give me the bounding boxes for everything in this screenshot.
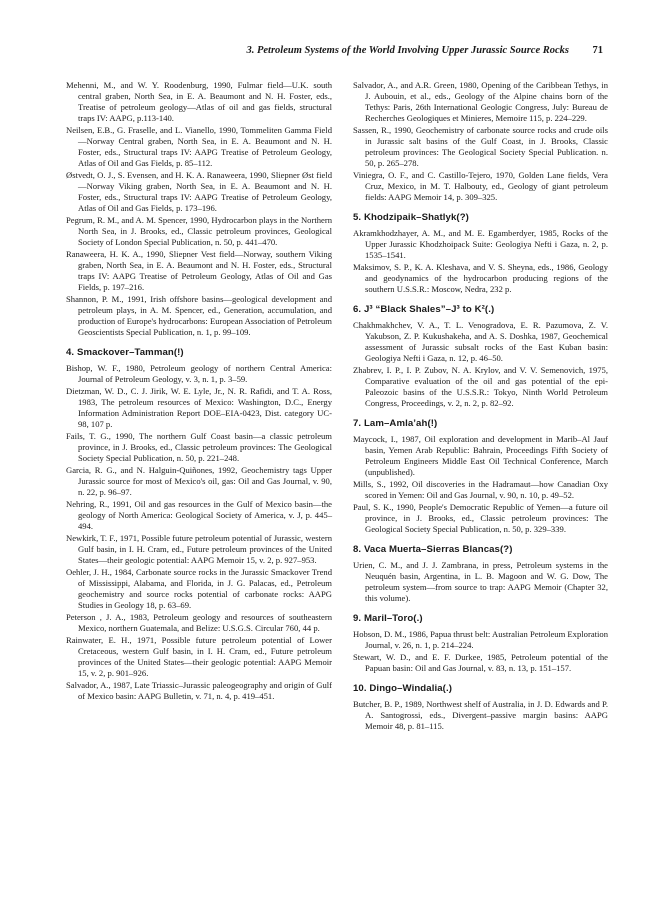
reference: Chakhmakhchev, V. A., T. L. Venogradova, E. R. Pazumova, Z. V. Yakubson, Z. P. Kukushakeha, and A. S. Doshka, 1987, Geochemical assessment of Jurassic subsalt rocks of the East Kuban basin: Geologiya Nefti i Gaza, n. 12, p. 46–50. xyxy=(353,320,608,363)
section-heading: 8. Vaca Muerta–Sierras Blancas(?) xyxy=(353,544,513,555)
reference: Paul, S. K., 1990, People's Democratic Republic of Yemen—a future oil province, in J. Brooks, ed., Classic petroleum provinces: The Geological Society Special Publication, n. 50, p. 329–339. xyxy=(353,502,608,534)
reference: Maksimov, S. P., K. A. Kleshava, and V. S. Sheyna, eds., 1986, Geology and geodynamics of the hydrocarbon producing regions of the southern U.S.S.R.: Moscow, Nedra, 232 p. xyxy=(353,262,608,294)
section-heading: 7. Lam–Amla’ah(!) xyxy=(353,418,438,429)
page-header xyxy=(66,45,603,61)
reference: Neilsen, E.B., G. Fraselle, and L. Vianello, 1990, Tommeliten Gamma Field—Norway Central graben, North Sea, in E. A. Beaumont and N. H. Foster, eds., Structural traps IV: AAPG Treatise of Petroleum Geology, Atlas of Oil and Gas Fields, p. 85–112. xyxy=(66,125,332,168)
reference: Ranaweera, H. K. A., 1990, Sliepner Vest field—Norway, southern Viking graben, North Sea, in E. A. Beaumont and N. H. Foster, eds., Structural traps IV: AAPG Treatise of Petroleum Geology, Atlas of Oil and Gas Fields, p. 197–216. xyxy=(66,249,332,292)
reference: Dietzman, W. D., C. J. Jirik, W. E. Lyle, Jr., N. R. Rafidi, and T. A. Ross, 1983, The petroleum resources of Mexico: Washington, D.C., Energy Information Administration Report DOE–EIA-0423, Dist. category UC-98, 107 p. xyxy=(66,386,332,429)
reference: Garcia, R. G., and N. Halguin-Quiñones, 1992, Geochemistry tags Upper Jurassic source for most of Mexico's oil, gas: Oil and Gas Journal, v. 90, n. 22, p. 96–97. xyxy=(66,465,332,497)
reference: Pegrum, R. M., and A. M. Spencer, 1990, Hydrocarbon plays in the Northern North Sea, in J. Brooks, ed., Classic petroleum provinces, Geological Society of London Special Publication, n. 50, p. 441–470. xyxy=(66,215,332,247)
right-column xyxy=(353,80,608,733)
section-heading: 6. J³ “Black Shales”–J³ to K²(.) xyxy=(353,304,495,315)
reference: Zhabrev, I. P., I. P. Zubov, N. A. Krylov, and V. V. Semenovich, 1975, Comparative evaluation of the oil and gas potential of the epi-Paleozoic basins of the U.S.S.R.: Tokyo, Ninth World Petroleum Congress, Proceedings, v. 2, n. 2, p. 82–92. xyxy=(353,365,608,408)
reference: Shannon, P. M., 1991, Irish offshore basins—geological development and petroleum plays, in A. M. Spencer, ed., Generation, accumulation, and production of Europe's hydrocarbons: European Association of Petroleum Geoscientists Special Publication, n. 1, p. 99–109. xyxy=(66,294,332,337)
reference: Fails, T. G., 1990, The northern Gulf Coast basin—a classic petroleum province, in J. Brooks, ed., Classic petroleum provinces: The Geological Society Special Publication, n. 50, p. 221–248. xyxy=(66,431,332,463)
reference: Mehenni, M., and W. Y. Roodenburg, 1990, Fulmar field—U.K. south central graben, North Sea, in E. A. Beaumont and N. H. Foster, eds., Treatise of petroleum geology—Atlas of oil and gas fields, structural traps IV: AAPG, p.113-140. xyxy=(66,80,332,123)
reference: Hobson, D. M., 1986, Papua thrust belt: Australian Petroleum Exploration Journal, v. 26, n. 1, p. 214–224. xyxy=(353,629,608,650)
reference: Peterson , J. A., 1983, Petroleum geology and resources of southeastern Mexico, northern Guatemala, and Belize: U.S.G.S. Circular 760, 44 p. xyxy=(66,612,332,633)
reference: Viniegra, O. F., and C. Castillo-Tejero, 1970, Golden Lane fields, Vera Cruz, Mexico, in M. T. Halbouty, ed., Geology of giant petroleum fields: AAPG Memoir 14, p. 309–325. xyxy=(353,170,608,202)
reference: Mills, S., 1992, Oil discoveries in the Hadramaut—how Canadian Oxy scored in Yemen: Oil and Gas Journal, v. 90, n. 10, p. 49–52. xyxy=(353,479,608,500)
section-heading: 5. Khodzipaik–Shatlyk(?) xyxy=(353,212,469,223)
reference: Butcher, B. P., 1989, Northwest shelf of Australia, in J. D. Edwards and P. A. Santogrossi, eds., Divergent–passive margin basins: AAPG Memoir 48, p. 81–115. xyxy=(353,699,608,731)
reference: Nehring, R., 1991, Oil and gas resources in the Gulf of Mexico basin—the geology of North America: Geological Society of America, v. J, p. 445–494. xyxy=(66,499,332,531)
left-column xyxy=(66,80,332,703)
running-title: 3. Petroleum Systems of the World Involving Upper Jurassic Source Rocks xyxy=(246,45,569,56)
reference: Stewart, W. D., and E. F. Durkee, 1985, Petroleum potential of the Papuan basin: Oil and Gas Journal, v. 83, n. 13, p. 151–157. xyxy=(353,652,608,673)
reference: Urien, C. M., and J. J. Zambrana, in press, Petroleum systems in the Neuquén basin, Argentina, in L. B. Magoon and W. G. Dow, The petroleum system—from source to trap: AAPG Memoir (Chapter 32, this volume). xyxy=(353,560,608,603)
reference: Akramkhodzhayer, A. M., and M. E. Egamberdyer, 1985, Rocks of the Upper Jurassic Khodzhoipack Suite: Geologiya Nefti i Gaza, n. 2, p. 1535–1541. xyxy=(353,228,608,260)
section-heading: 4. Smackover–Tamman(!) xyxy=(66,347,184,358)
reference: Salvador, A., 1987, Late Triassic–Jurassic paleogeography and origin of Gulf of Mexico basin: AAPG Bulletin, v. 71, n. 4, p. 419–451. xyxy=(66,680,332,701)
reference: Salvador, A., and A.R. Green, 1980, Opening of the Caribbean Tethys, in J. Aubouin, et al., eds., Geology of the Alpine chains born of the Tethys: Paris, 26th International Geologic Congress, July: Bureau de Recherches Geologiques et Minieres, Memoire 115, p. 224–229. xyxy=(353,80,608,123)
reference: Oehler, J. H., 1984, Carbonate source rocks in the Jurassic Smackover Trend of Mississippi, Alabama, and Florida, in J. G. Palacas, ed., Petroleum geochemistry and source rocks potential of carbonate rocks: AAPG Studies in Geology 18, p. 63–69. xyxy=(66,567,332,610)
reference: Maycock, I., 1987, Oil exploration and development in Marib–Al Jauf basin, Yemen Arab Republic: Bahrain, Proceedings Fifth Society of Petroleum Engineers Middle East Oil Technical Conference, March (unpublished). xyxy=(353,434,608,477)
reference: Østvedt, O. J., S. Evensen, and H. K. A. Ranaweera, 1990, Sliepner Øst field—Norway Viking graben, North Sea, in E. A. Beaumont and N. H. Foster, eds., Structural traps IV: AAPG Treatise of Petroleum Geology, Atlas of Oil and Gas Fields, p. 173–196. xyxy=(66,170,332,213)
section-heading: 10. Dingo–Windalia(.) xyxy=(353,683,453,694)
reference: Rainwater, E. H., 1971, Possible future petroleum potential of Lower Cretaceous, western Gulf basin, in I. H. Cram, ed., Future petroleum provinces of the United States—their geologic potential: AAPG Memoir 15, v. 2, p. 901–926. xyxy=(66,635,332,678)
section-heading: 9. Maril–Toro(.) xyxy=(353,613,423,624)
page-number: 71 xyxy=(592,45,603,56)
reference: Newkirk, T. F., 1971, Possible future petroleum potential of Jurassic, western Gulf basin, in I. H. Cram, ed., Future petroleum provinces of the United States—their geologic potential: AAPG Memoir 15, v. 2, p. 927–953. xyxy=(66,533,332,565)
reference: Sassen, R., 1990, Geochemistry of carbonate source rocks and crude oils in Jurassic salt basins of the Gulf Coast, in J. Brooks, Classic petroleum provinces: The Geological Society Special Publication. n. 50, p. 265–278. xyxy=(353,125,608,168)
reference: Bishop, W. F., 1980, Petroleum geology of northern Central America: Journal of Petroleum Geology, v. 3, n. 1, p. 3–59. xyxy=(66,363,332,384)
